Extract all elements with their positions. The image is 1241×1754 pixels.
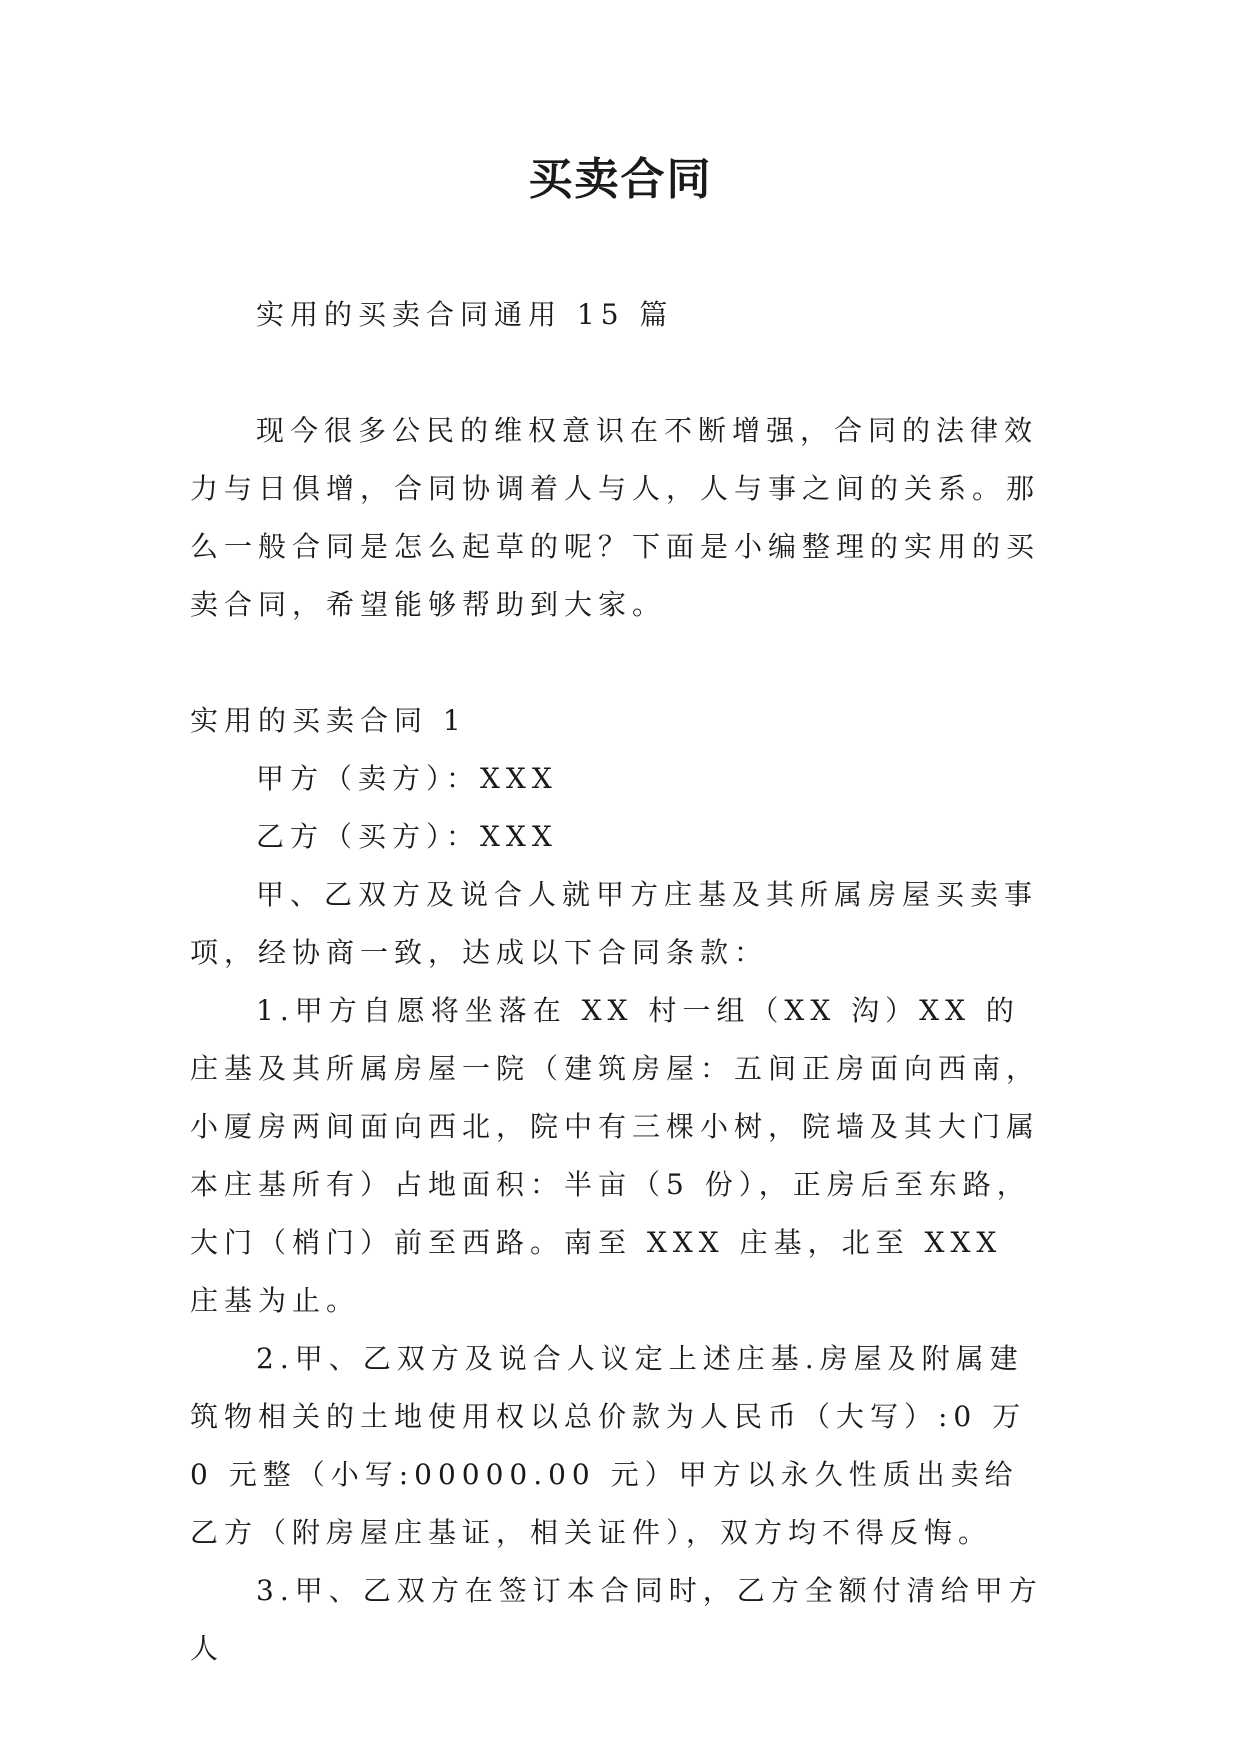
clause-1: 1.甲方自愿将坐落在 XX 村一组（XX 沟）XX 的庄基及其所属房屋一院（建筑房屋：五间正房面向西南，小厦房两间面向西北，院中有三棵小树，院墙及其大门属本庄基所有）占地面积：半亩（5 份），正房后至东路，大门（梢门）前至西路。南至 XXX 庄基，北至 XXX 庄基为止。 (190, 994, 1041, 1317)
section-heading: 实用的买卖合同 1 (190, 704, 467, 737)
preamble-paragraph: 甲、乙双方及说合人就甲方庄基及其所属房屋买卖事项，经协商一致，达成以下合同条款： (190, 878, 1039, 969)
party-b-line: 乙方（买方）：XXX (256, 820, 558, 853)
party-a-line: 甲方（卖方）：XXX (256, 762, 558, 795)
document-body (190, 286, 1050, 1678)
intro-paragraph: 现今很多公民的维权意识在不断增强，合同的法律效力与日俱增，合同协调着人与人，人与事之间的关系。那么一般合同是怎么起草的呢？下面是小编整理的实用的买卖合同，希望能够帮助到大家。 (190, 414, 1041, 621)
document-subtitle: 实用的买卖合同通用 15 篇 (256, 298, 674, 331)
clause-2: 2.甲、乙双方及说合人议定上述庄基.房屋及附属建筑物相关的土地使用权以总价款为人民币（大写）:0 万 0 元整（小写:00000.00 元）甲方以永久性质出卖给乙方（附房屋庄基证，相关证件），双方均不得反悔。 (190, 1342, 1042, 1549)
spacer (190, 344, 1050, 402)
clause-3: 3.甲、乙双方在签订本合同时，乙方全额付清给甲方人 (190, 1574, 1043, 1665)
spacer (190, 634, 1050, 692)
document-title: 买卖合同 (528, 154, 713, 205)
